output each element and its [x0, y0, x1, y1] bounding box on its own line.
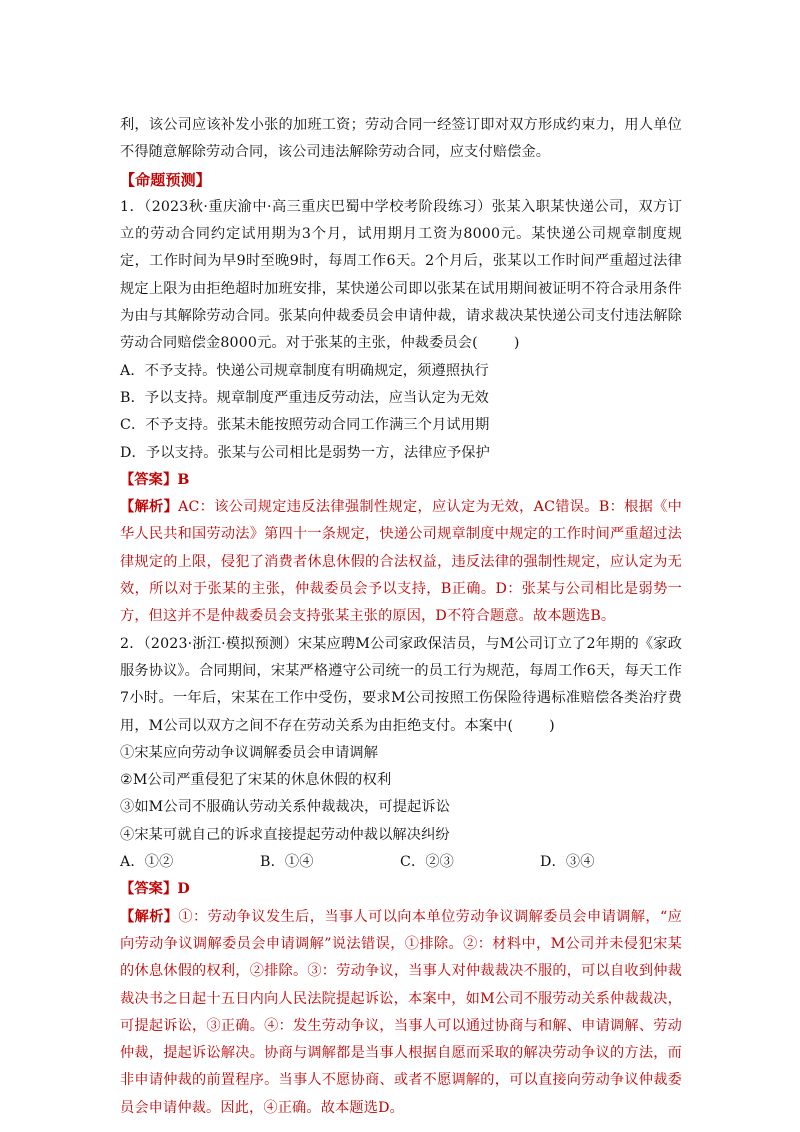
question-2-statement-1: ①宋某应向劳动争议调解委员会申请调解	[120, 744, 379, 761]
question-2-statement-3: ③如M公司不服确认劳动关系仲裁裁决，可提起诉讼	[120, 799, 451, 816]
question-1-option-a: A．不予支持。快递公司规章制度有明确规定，须遵照执行	[120, 362, 489, 379]
question-1-stem-end: )	[513, 335, 520, 352]
question-2-stem	[120, 631, 682, 740]
answer-label: 【答案】	[120, 471, 178, 488]
question-1-option-c: C．不予支持。张某未能按照劳动合同工作满三个月试用期	[120, 417, 490, 434]
question-1-analysis	[120, 494, 682, 630]
document-content	[120, 112, 682, 1122]
question-1-stem	[120, 194, 682, 358]
question-2-choice-a: A．①②	[120, 854, 174, 871]
answer-label: 【答案】	[120, 881, 178, 898]
question-2-choice-d: D．③④	[540, 854, 595, 871]
question-2-choices	[120, 849, 682, 876]
question-1	[120, 194, 682, 631]
answer-value: D	[177, 881, 190, 898]
analysis-text: AC：该公司规定违反法律强制性规定，应认定为无效，AC错误。B：根据《中华人民共和国劳动法》第四十一条规定，快递公司规章制度中规定的工作时间严重超过法律规定的上限，侵犯了消费者休息休假的合法权益，违反法律的强制性规定，应认定为无效，所以对于张某的主张，仲裁委员会予以支持，B正确。D：张某与公司相比是弱势一方，但这并不是仲裁委员会支持张某主张的原因，D不符合题意。故本题选B。	[120, 499, 682, 625]
question-2-choice-b: B．①④	[260, 854, 314, 871]
question-2-statement-4: ④宋某可就自己的诉求直接提起劳动仲裁以解决纠纷	[120, 826, 450, 843]
question-2-choice-c: C．②③	[400, 854, 455, 871]
question-2-stem-text: 2．（2023·浙江·模拟预测）宋某应聘M公司家政保洁员，与M公司订立了2年期的《家政服务协议》。合同期间，宋某严格遵守公司统一的员工行为规范，每周工作6天，每天工作7小时。一年后，宋某在工作中受伤，要求M公司按照工伤保险待遇标准赔偿各类治疗费用，M公司以双方之间不存在劳动关系为由拒绝支付。本案中(	[120, 635, 682, 734]
question-1-answer	[120, 467, 682, 494]
answer-value: B	[177, 471, 190, 488]
question-2-analysis	[120, 904, 682, 1122]
section-title: 【命题预测】	[120, 170, 211, 189]
question-1-option-b: B．予以支持。规章制度严重违反劳动法，应当认定为无效	[120, 389, 490, 406]
analysis-label: 【解析】	[120, 908, 179, 925]
question-1-stem-text: 1．（2023秋·重庆渝中·高三重庆巴蜀中学校考阶段练习）张某入职某快递公司，双方订立的劳动合同约定试用期为3个月，试用期月工资为8000元。某快递公司规章制度规定，工作时间为早9时至晚9时，每周工作6天。2个月后，张某以工作时间严重超过法律规定上限为由拒绝超时加班安排，某快递公司即以张某在试用期间被证明不符合录用条件为由与其解除劳动合同。张某向仲裁委员会申请仲裁，请求裁决某快递公司支付违法解除劳动合同赔偿金8000元。对于张某的主张，仲裁委员会(	[120, 198, 682, 352]
analysis-text: ①：劳动争议发生后，当事人可以向本单位劳动争议调解委员会申请调解，“应向劳动争议调解委员会申请调解”说法错误，①排除。②：材料中，M公司并未侵犯宋某的休息休假的权利，②排除。③：劳动争议，当事人对仲裁裁决不服的，可以自收到仲裁裁决书之日起十五日内向人民法院提起诉讼，本案中，如M公司不服劳动关系仲裁裁决，可提起诉讼，③正确。④：发生劳动争议，当事人可以通过协商与和解、申请调解、劳动仲裁，提起诉讼解决。协商与调解都是当事人根据自愿而采取的解决劳动争议的方法，而非申请仲裁的前置程序。当事人不愿协商、或者不愿调解的，可以直接向劳动争议仲裁委员会申请仲裁。因此，④正确。故本题选D。	[120, 908, 682, 1116]
analysis-label: 【解析】	[120, 499, 179, 516]
question-1-option-d: D．予以支持。张某与公司相比是弱势一方，法律应予保护	[120, 444, 490, 461]
question-2-stem-end: )	[549, 717, 555, 734]
question-2-answer	[120, 876, 682, 903]
intro-continuation: 利，该公司应该补发小张的加班工资；劳动合同一经签订即对双方形成约束力，用人单位不得随意解除劳动合同，该公司违法解除劳动合同，应支付赔偿金。	[120, 117, 682, 161]
question-2	[120, 631, 682, 1122]
question-2-statement-2: ②M公司严重侵犯了宋某的休息休假的权利	[120, 772, 392, 789]
